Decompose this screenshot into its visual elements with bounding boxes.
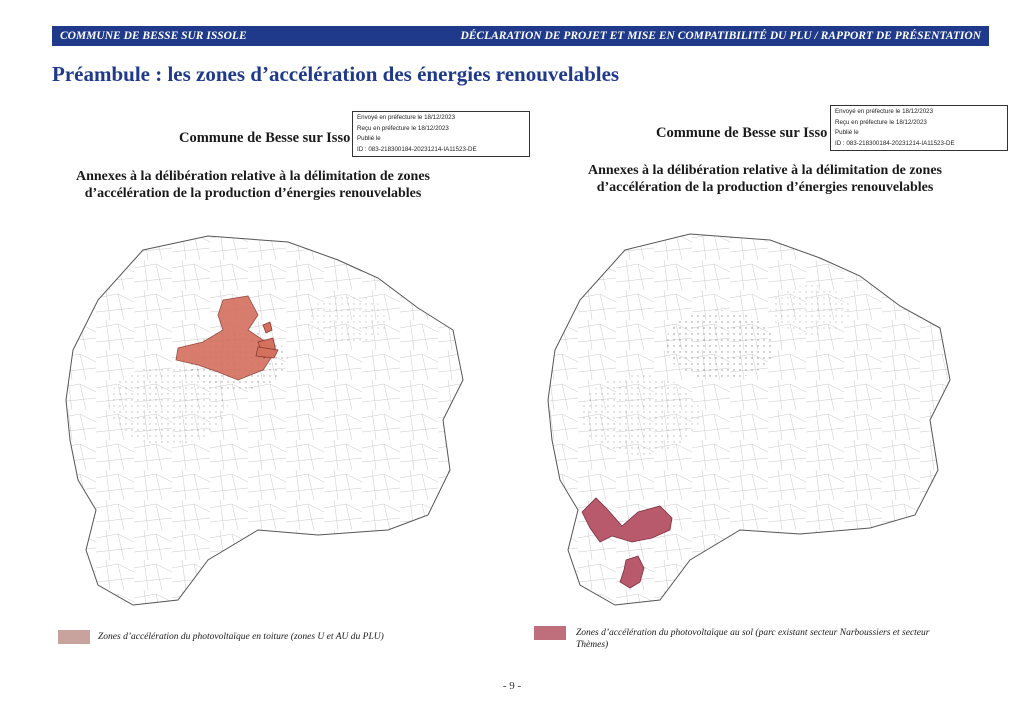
page-title: Préambule : les zones d’accélération des énergies renouvelables	[52, 62, 620, 86]
village-center	[665, 310, 775, 380]
header-left-text: COMMUNE DE BESSE SUR ISSOLE	[60, 30, 247, 42]
prefecture-stamp	[830, 105, 1008, 151]
left-map-panel	[38, 100, 518, 660]
prefecture-stamp	[352, 111, 530, 157]
header-right-text: DÉCLARATION DE PROJET ET MISE EN COMPATIBILITÉ DU PLU / RAPPORT DE PRÉSENTATION	[460, 30, 981, 42]
legend-label	[576, 627, 966, 651]
page-number: - 9 -	[502, 680, 522, 692]
stamp-received: Reçu en préfecture le 18/12/2023	[835, 118, 927, 126]
annex-title-line2: d’accélération de la production d’énergies renouvelables	[84, 186, 422, 201]
header-bar	[52, 26, 989, 46]
annex-title	[38, 168, 468, 202]
stamp-id: ID : 083-218300184-20231214-IA11523-DE	[835, 139, 955, 147]
commune-parcel-map	[58, 230, 478, 610]
annex-title	[550, 162, 980, 196]
urban-area	[580, 375, 700, 455]
stamp-published: Publié le	[835, 129, 859, 136]
stamp-sent: Envoyé en préfecture le 18/12/2023	[835, 108, 934, 115]
commune-parcel-map	[540, 230, 970, 610]
legend-label-line2: Thèmes)	[576, 640, 609, 650]
legend-label: Zones d’accélération du photovoltaïque en toiture (zones U et AU du PLU)	[98, 632, 384, 642]
annex-title-line1: Annexes à la délibération relative à la délimitation de zones	[76, 169, 430, 184]
urban-area	[770, 285, 850, 335]
stamp-id: ID : 083-218300184-20231214-IA11523-DE	[357, 145, 477, 153]
commune-title: Commune de Besse sur Isso	[656, 125, 828, 141]
stamp-received: Reçu en préfecture le 18/12/2023	[357, 124, 449, 132]
legend-swatch	[534, 626, 566, 640]
legend-label-line1: Zones d’accélération du photovoltaïque au sol (parc existant secteur Narboussiers et secteur	[576, 628, 930, 638]
commune-title: Commune de Besse sur Isso	[179, 130, 351, 146]
stamp-published: Publié le	[357, 135, 381, 142]
annex-title-line1: Annexes à la délibération relative à la délimitation de zones	[588, 163, 942, 178]
right-map-panel	[520, 100, 1000, 660]
urban-area	[308, 295, 388, 345]
legend-swatch	[58, 630, 90, 644]
annex-title-line2: d’accélération de la production d’énergies renouvelables	[596, 180, 934, 195]
stamp-sent: Envoyé en préfecture le 18/12/2023	[357, 114, 456, 121]
